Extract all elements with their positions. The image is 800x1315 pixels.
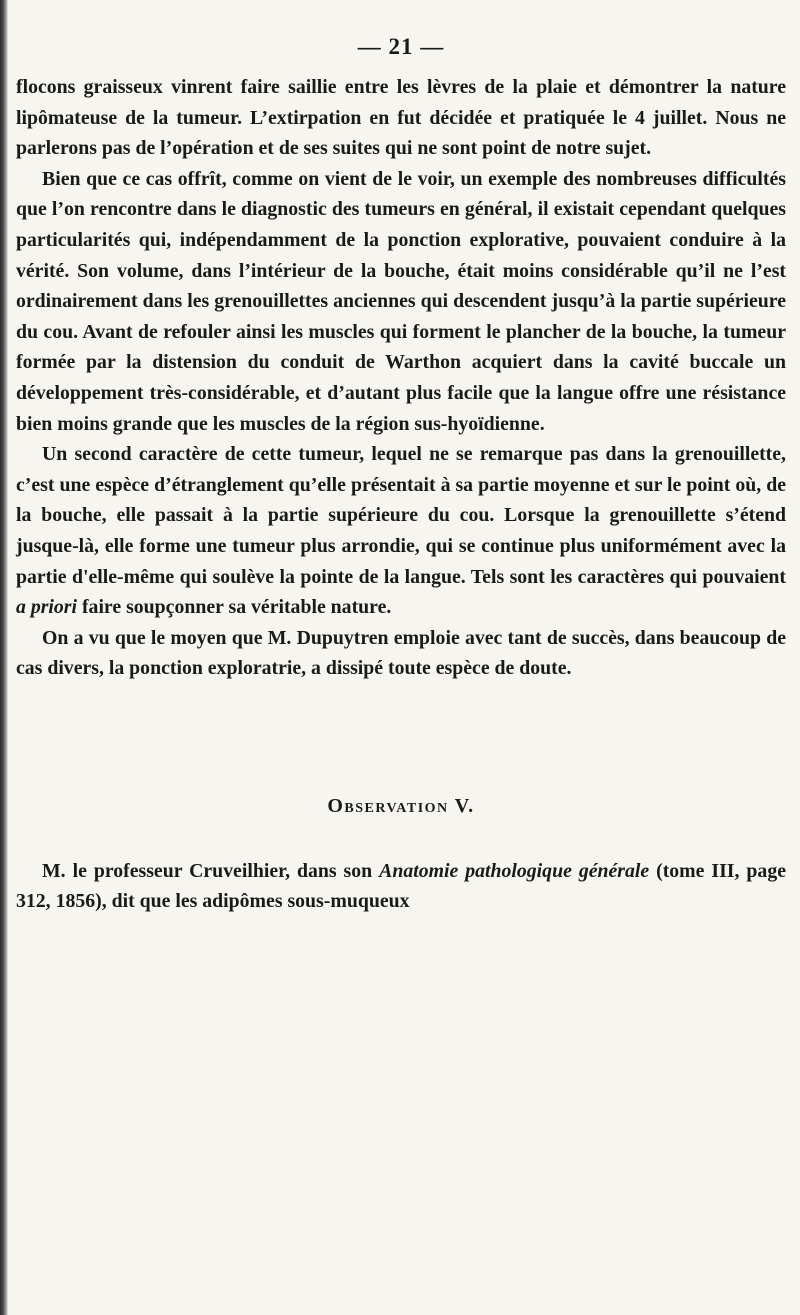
paragraph-second-character xyxy=(16,439,786,623)
page-number: — 21 — xyxy=(357,34,445,59)
document-page xyxy=(16,34,786,917)
paragraph-text: Un second caractère de cette tumeur, lequel ne se remarque pas dans la grenouillette, c’est une espèce d’étranglement qu’elle présentait à sa partie moyenne et sur le point où, de la bouche, elle passait à la partie supérieure du cou. Lorsque la grenouillette s’étend jusque-là, elle forme une tumeur plus arrondie, qui se continue plus uniformément avec la partie d'elle-même qui soulève la pointe de la langue. Tels sont les caractères qui pouvaient xyxy=(16,443,786,588)
page-binding-edge xyxy=(0,0,8,1315)
italic-term: a priori xyxy=(16,596,78,619)
paragraph-cruveilhier xyxy=(16,856,786,917)
paragraph-text: faire soupçonner sa véritable nature. xyxy=(77,596,392,619)
paragraph-text: M. le professeur Cruveilhier, dans son xyxy=(42,859,380,882)
italic-title: Anatomie pathologique générale xyxy=(379,859,650,882)
paragraph-continuation xyxy=(16,72,786,164)
paragraph-text: Bien que ce cas offrît, comme on vient de le voir, un exemple des nombreuses difficultés que l’on rencontre dans le diagnostic des tumeurs en général, il existait cependant quelques particularités qui, indépendamment de la ponction explorative, pouvaient conduire à la vérité. Son volume, dans l’intérieur de la bouche, était moins considérable qu’il ne l’est ordinairement dans les grenouillettes anciennes qui descendent jusqu’à la partie supérieure du cou. Avant de refouler ainsi les muscles qui forment le plancher de la bouche, la tumeur formée par la distension du conduit de Warthon acquiert dans la cavité buccale un développement très-considérable, et d’autant plus facile que la langue offre une résistance bien moins grande que les muscles de la région sus-hyoïdienne. xyxy=(16,167,786,435)
paragraph-text: flocons graisseux vinrent faire saillie entre les lèvres de la plaie et démontrer la nature lipômateuse de la tumeur. L’extirpation en fut décidée et pratiquée le 4 juillet. Nous ne parlerons pas de l’opération et de ses suites qui ne sont point de notre sujet. xyxy=(16,76,786,160)
paragraph-text: On a vu que le moyen que M. Dupuytren emploie avec tant de succès, dans beaucoup de cas divers, la ponction exploratrie, a dissipé toute espèce de doute. xyxy=(16,626,786,680)
paragraph-dupuytren xyxy=(16,623,786,684)
section-heading: Observation V. xyxy=(327,794,475,817)
paragraph-diagnostic xyxy=(16,164,786,439)
paragraph-text: (tome III, page 312, 1856), dit que les adipômes sous-muqueux xyxy=(16,859,786,913)
